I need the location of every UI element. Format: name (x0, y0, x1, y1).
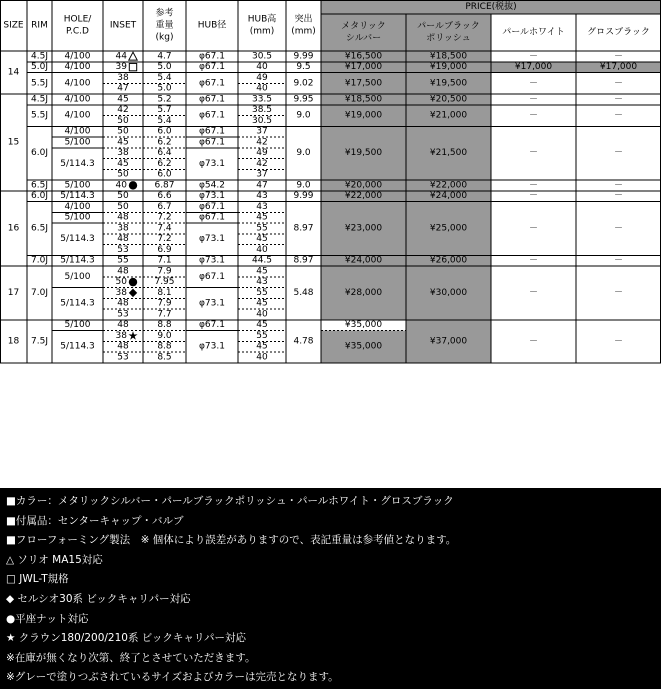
inset-value: 48 (117, 320, 129, 331)
protrusion-value: 9.0 (296, 148, 311, 159)
hole-pcd: 5/100 (64, 271, 91, 282)
inset-value: 45 (117, 94, 129, 105)
inset-value: 50 (117, 126, 129, 137)
inset-value: 50 (117, 191, 129, 202)
hub-height-value: 40 (256, 352, 268, 363)
price-value: － (528, 191, 539, 202)
weight-value: 8.5 (157, 352, 172, 363)
rim-width: 5.5J (31, 78, 48, 89)
price-value: ¥24,000 (344, 255, 383, 266)
price-value: － (528, 78, 539, 89)
hole-pcd: 5/114.3 (60, 298, 95, 309)
price-value: ¥18,500 (429, 51, 468, 62)
price-value: ¥23,000 (344, 223, 383, 234)
inset-value: 42 (117, 105, 129, 116)
hole-pcd: 5/100 (64, 320, 91, 331)
inset-value: 38 (117, 72, 129, 83)
hub-height-value: 49 (256, 72, 268, 83)
hole-pcd: 5/114.3 (60, 234, 95, 245)
hole-pcd: 5/100 (64, 212, 91, 223)
hub-height-value: 37 (256, 126, 268, 137)
price-value: － (528, 180, 539, 191)
protrusion-value: 8.97 (293, 255, 314, 266)
inset-value: 50 (117, 115, 129, 126)
weight-value: 7.1 (157, 255, 172, 266)
price-value: ¥17,000 (599, 62, 638, 73)
weight-value: 7.2 (157, 212, 172, 223)
weight-value: 6.2 (157, 158, 172, 169)
weight-value: 7.95 (154, 277, 175, 288)
price-color-header: ポリッシュ (426, 33, 471, 44)
col-header-hub-height-unit: (mm) (249, 26, 275, 37)
hub-height-value: 43 (256, 191, 268, 202)
triangle-mark-icon (129, 52, 137, 60)
price-value: ¥18,500 (344, 94, 383, 105)
weight-value: 5.4 (157, 115, 172, 126)
col-header-rim: RIM (31, 20, 48, 31)
price-value: － (528, 51, 539, 62)
weight-value: 6.0 (157, 126, 172, 137)
rim-width: 6.0J (31, 191, 48, 202)
rim-width: 6.5J (31, 180, 48, 191)
hub-diameter: φ67.1 (199, 126, 225, 137)
inset-value: 47 (117, 83, 129, 94)
price-value: ¥35,000 (344, 341, 383, 352)
price-value: － (613, 223, 624, 234)
weight-value: 5.7 (157, 105, 172, 116)
weight-value: 5.0 (157, 83, 172, 94)
inset-value: 39 (115, 62, 127, 73)
note-line: ★ クラウン180/200/210系 ビックキャリパー対応 (6, 632, 247, 645)
inset-value: 38 (117, 148, 129, 159)
note-line: □ JWL-T規格 (6, 573, 69, 586)
wheel-size: 16 (7, 223, 20, 234)
col-header-weight-1: 参考 (155, 8, 174, 19)
inset-value: 40 (115, 180, 127, 191)
notes-panel (0, 488, 661, 689)
hub-diameter: φ73.1 (199, 234, 225, 245)
weight-value: 6.9 (157, 244, 172, 255)
price-value: － (613, 94, 624, 105)
hub-height-value: 30.5 (251, 51, 273, 62)
hub-diameter: φ73.1 (199, 255, 225, 266)
price-color-header: グロスブラック (587, 27, 650, 38)
price-color-header: パールホワイト (502, 27, 565, 38)
diamond-mark-icon (129, 289, 137, 297)
weight-value: 5.0 (157, 62, 172, 73)
protrusion-value: 9.99 (293, 51, 314, 62)
protrusion-value: 9.99 (293, 191, 314, 202)
inset-value: 48 (117, 212, 129, 223)
price-value: － (528, 255, 539, 266)
hole-pcd: 5/100 (64, 180, 91, 191)
price-value: － (613, 336, 624, 347)
hub-diameter: φ67.1 (199, 51, 225, 62)
wheel-size: 14 (7, 67, 20, 78)
hub-diameter: φ67.1 (199, 137, 225, 148)
hub-diameter: φ67.1 (199, 62, 225, 73)
rim-width: 6.0J (31, 148, 48, 159)
hub-height-value: 40 (256, 244, 268, 255)
protrusion-value: 4.78 (293, 336, 314, 347)
price-value: ¥16,500 (344, 51, 383, 62)
inset-value: 50 (115, 277, 127, 288)
col-header-weight-3: (kg) (155, 32, 174, 43)
hole-pcd: 4/100 (64, 110, 91, 121)
price-value: － (613, 255, 624, 266)
price-value: ¥21,500 (429, 148, 468, 159)
hole-pcd: 4/100 (64, 94, 91, 105)
price-value: － (613, 110, 624, 121)
col-header-hub-height: HUB高 (247, 14, 277, 25)
inset-value: 38 (117, 223, 129, 234)
hub-height-value: 40 (256, 309, 268, 320)
hub-height-value: 45 (256, 298, 268, 309)
inset-value: 38 (115, 330, 127, 341)
hub-height-value: 49 (256, 148, 268, 159)
hub-height-value: 37 (256, 169, 268, 180)
hub-height-value: 45 (256, 341, 268, 352)
hub-diameter: φ73.1 (199, 341, 225, 352)
weight-value: 6.2 (157, 137, 172, 148)
price-value: ¥17,000 (514, 62, 553, 73)
weight-value: 8.8 (157, 341, 172, 352)
hub-diameter: φ73.1 (199, 298, 225, 309)
hole-pcd: 5/100 (64, 137, 91, 148)
hole-pcd: 4/100 (64, 78, 91, 89)
price-value: ¥24,000 (429, 191, 468, 202)
price-value: ¥37,000 (429, 336, 468, 347)
col-header-hub-diameter: HUB径 (197, 20, 227, 31)
weight-value: 7.9 (157, 266, 172, 277)
rim-width: 7.5J (31, 336, 48, 347)
weight-value: 8.8 (157, 320, 172, 331)
hole-pcd: 5/114.3 (60, 341, 95, 352)
weight-value: 5.2 (157, 94, 172, 105)
hole-pcd: 4/100 (64, 62, 91, 73)
inset-value: 38 (115, 287, 127, 298)
protrusion-value: 9.0 (296, 110, 311, 121)
rim-width: 7.0J (31, 255, 48, 266)
inset-value: 55 (117, 255, 129, 266)
hub-height-value: 45 (256, 212, 268, 223)
weight-value: 5.4 (157, 72, 172, 83)
col-header-pcd: P.C.D (66, 26, 89, 37)
wheel-size: 15 (7, 137, 20, 148)
weight-value: 7.4 (157, 223, 172, 234)
price-value: － (613, 287, 624, 298)
price-value: － (528, 94, 539, 105)
hub-diameter: φ67.1 (199, 271, 225, 282)
protrusion-value: 9.02 (293, 78, 314, 89)
hub-diameter: φ67.1 (199, 78, 225, 89)
hub-height-value: 38.5 (251, 105, 273, 116)
hub-diameter: φ73.1 (199, 158, 225, 169)
inset-value: 48 (117, 298, 129, 309)
inset-value: 50 (117, 169, 129, 180)
col-header-protrusion: 突出 (294, 14, 313, 25)
inset-value: 44 (115, 51, 127, 62)
hub-height-value: 55 (256, 287, 268, 298)
protrusion-value: 5.48 (293, 287, 314, 298)
circle-mark-icon (129, 181, 137, 189)
col-header-protrusion-unit: (mm) (291, 26, 316, 37)
price-value: ¥17,500 (344, 78, 383, 89)
price-value: － (528, 148, 539, 159)
price-value: ¥25,000 (429, 223, 468, 234)
protrusion-value: 9.0 (296, 180, 311, 191)
hole-pcd: 5/114.3 (60, 158, 95, 169)
inset-value: 53 (117, 309, 129, 320)
rim-width: 7.0J (31, 287, 48, 298)
wheel-size: 18 (7, 336, 20, 347)
price-group-header: PRICE(税抜) (465, 2, 517, 12)
rim-width: 6.5J (31, 223, 48, 234)
hub-height-value: 30.5 (251, 115, 273, 126)
hub-height-value: 42 (256, 158, 268, 169)
hub-diameter: φ73.1 (199, 191, 225, 202)
inset-value: 45 (117, 137, 129, 148)
price-value: ¥19,500 (429, 78, 468, 89)
protrusion-value: 9.95 (293, 94, 314, 105)
circle-mark-icon (129, 278, 137, 286)
price-value: ¥19,000 (344, 110, 383, 121)
price-value: － (528, 287, 539, 298)
col-header-inset: INSET (109, 20, 137, 31)
rim-width: 4.5J (31, 51, 48, 62)
price-value: － (613, 78, 624, 89)
inset-value: 53 (117, 352, 129, 363)
weight-value: 7.9 (157, 298, 172, 309)
price-value: ¥19,000 (429, 62, 468, 73)
weight-value: 7.2 (157, 234, 172, 245)
col-header-size: SIZE (3, 20, 24, 31)
price-value: ¥19,500 (344, 148, 383, 159)
hub-height-value: 33.5 (251, 94, 273, 105)
hub-diameter: φ67.1 (199, 201, 225, 212)
price-value: － (613, 148, 624, 159)
price-value: ¥20,500 (429, 94, 468, 105)
hub-height-value: 43 (256, 277, 268, 288)
hub-diameter: φ67.1 (199, 110, 225, 121)
hub-diameter: φ67.1 (199, 94, 225, 105)
rim-width: 5.5J (31, 110, 48, 121)
rim-width: 4.5J (31, 94, 48, 105)
price-value: － (528, 336, 539, 347)
weight-value: 6.4 (157, 148, 172, 159)
hole-pcd: 4/100 (64, 51, 91, 62)
hole-pcd: 5/114.3 (60, 255, 95, 266)
price-color-header: パールブラック (417, 21, 480, 32)
note-line: ※在庫が無くなり次第、終了とさせていただきます。 (6, 651, 256, 664)
hub-height-value: 55 (256, 330, 268, 341)
price-color-header: シルバー (345, 33, 382, 44)
weight-value: 9.0 (157, 330, 172, 341)
star-mark-icon (128, 331, 137, 340)
price-value: ¥22,000 (344, 191, 383, 202)
hub-height-value: 42 (256, 137, 268, 148)
hub-height-value: 44.5 (251, 255, 273, 266)
inset-value: 53 (117, 244, 129, 255)
weight-value: 4.7 (157, 51, 172, 62)
hub-diameter: φ54.2 (199, 180, 225, 191)
price-value: ¥20,000 (344, 180, 383, 191)
price-value: ¥21,000 (429, 110, 468, 121)
col-header-weight-2: 重量 (155, 20, 174, 31)
price-color-header: メタリック (341, 21, 386, 32)
note-line: ●平座ナット対応 (6, 612, 89, 625)
note-line: ※グレーで塗りつぶされているサイズおよびカラーは完売となります。 (6, 671, 339, 684)
note-line: ■フローフォーミング製法 ※ 個体により誤差がありますので、表記重量は参考値となります。 (6, 534, 457, 547)
price-value: － (528, 110, 539, 121)
hub-height-value: 45 (256, 234, 268, 245)
wheel-size: 17 (7, 287, 20, 298)
weight-value: 6.0 (157, 169, 172, 180)
weight-value: 6.6 (157, 191, 172, 202)
hole-pcd: 5/114.3 (60, 191, 95, 202)
weight-value: 6.87 (154, 180, 175, 191)
hub-height-value: 40 (256, 83, 268, 94)
weight-value: 7.7 (157, 309, 172, 320)
hub-diameter: φ67.1 (199, 212, 225, 223)
hub-height-value: 45 (256, 320, 268, 331)
inset-value: 48 (117, 341, 129, 352)
protrusion-value: 8.97 (293, 223, 314, 234)
hub-diameter: φ67.1 (199, 320, 225, 331)
inset-value: 50 (117, 201, 129, 212)
price-value: ¥28,000 (344, 287, 383, 298)
price-value: － (613, 51, 624, 62)
hub-height-value: 45 (256, 266, 268, 277)
weight-value: 8.1 (157, 287, 172, 298)
inset-value: 45 (117, 158, 129, 169)
inset-value: 48 (117, 234, 129, 245)
price-value: ¥26,000 (429, 255, 468, 266)
rim-width: 5.0J (31, 62, 48, 73)
price-value: － (613, 180, 624, 191)
note-line: △ ソリオ MA15対応 (6, 553, 103, 566)
price-value: － (528, 223, 539, 234)
protrusion-value: 9.5 (296, 62, 311, 73)
note-line: ◆ セルシオ30系 ビックキャリパー対応 (6, 592, 191, 605)
square-mark-icon (129, 63, 136, 70)
weight-value: 6.7 (157, 201, 172, 212)
note-line: ■カラー：メタリックシルバー・パールブラックポリッシュ・パールホワイト・グロスブラック (6, 495, 454, 507)
price-value: ¥22,000 (429, 180, 468, 191)
inset-value: 48 (117, 266, 129, 277)
price-value: － (613, 191, 624, 202)
hole-pcd: 4/100 (64, 201, 91, 212)
hub-height-value: 55 (256, 223, 268, 234)
price-value: ¥30,000 (429, 287, 468, 298)
note-line: ■付属品：センターキャップ・バルブ (6, 514, 184, 527)
price-value: ¥17,000 (344, 62, 383, 73)
price-value: ¥35,000 (344, 320, 383, 331)
hub-height-value: 43 (256, 201, 268, 212)
col-header-hole: HOLE/ (63, 14, 92, 25)
hub-height-value: 40 (256, 62, 268, 73)
hub-height-value: 47 (256, 180, 268, 191)
hole-pcd: 4/100 (64, 126, 91, 137)
